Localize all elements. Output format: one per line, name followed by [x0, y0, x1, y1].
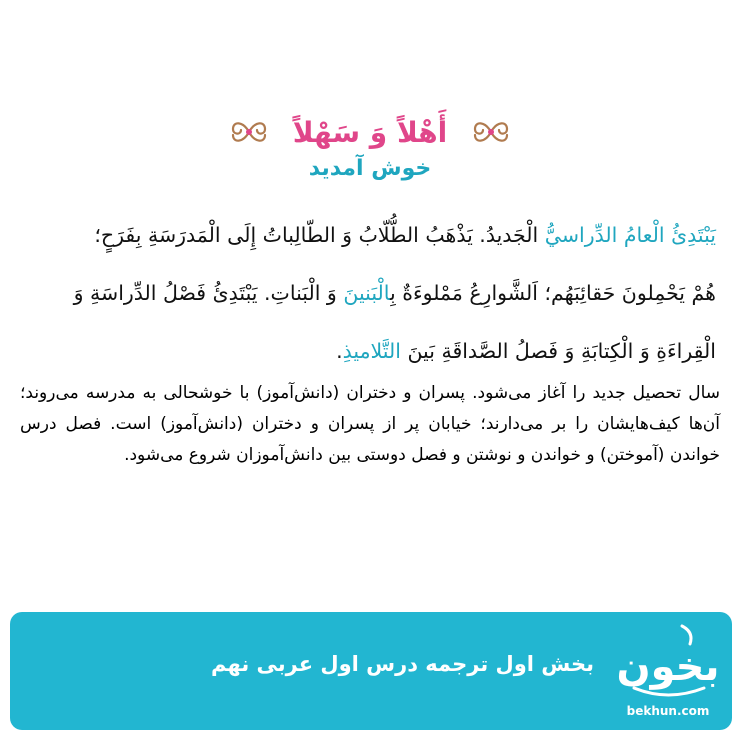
- ornament-right-icon: [469, 115, 513, 149]
- banner-title: بخش اول ترجمه درس اول عربی نهم: [210, 652, 594, 676]
- arabic-passage: [24, 206, 716, 380]
- persian-title: خوش آمدید: [308, 156, 432, 181]
- arabic-text: وَ الْبَناتِ. يَبْتَدِئُ فَصْلُ الدِّراسَةِ وَ: [73, 281, 344, 305]
- persian-translation: سال تحصیل جدید را آغاز می‌شود. پسران و دختران (دانش‌آموز) با خوشحالی به مدرسه می‌روند؛ آن‌ها کیف‌هایشان را بر می‌دارند؛ خیابان پر از پسران و دختران (دانش‌آموز) است. فصل درس خواندن (آموختن) و خواندن و نوشتن و فصل دوستی بین دانش‌آموزان شروع می‌شود.: [20, 383, 720, 465]
- logo-caption: bekhun.com: [626, 704, 710, 718]
- arabic-line-1: [24, 206, 716, 264]
- arabic-line-3: [24, 322, 716, 380]
- logo-mark: بخون: [616, 644, 720, 690]
- arabic-text: الْقِراءَةِ وَ الْكِتابَةِ وَ فَصلُ الصَّداقَةِ بَينَ: [400, 339, 716, 363]
- title-row: [0, 112, 740, 152]
- ornament-left-icon: [227, 115, 271, 149]
- arabic-title: أَهْلاً وَ سَهْلاً: [292, 115, 448, 149]
- arabic-highlight: التَّلاميذِ: [342, 339, 401, 363]
- footer-banner: [10, 612, 732, 730]
- arabic-text: الْجَديدُ. يَذْهَبُ الطُّلّابُ وَ الطّالِباتُ إِلَى الْمَدرَسَةِ بِفَرَحٍ؛: [94, 223, 545, 247]
- bekhun-logo-icon: [612, 618, 724, 702]
- arabic-highlight: يَبْتَدِئُ الْعامُ الدِّراسيُّ: [544, 223, 716, 247]
- arabic-text: هُمْ يَحْمِلونَ حَقائِبَهُم؛ اَلشَّوارِعُ مَمْلوءَةٌ بِ: [390, 281, 716, 305]
- arabic-text: .: [336, 339, 343, 363]
- arabic-highlight: الْبَنينَ: [343, 281, 390, 305]
- bekhun-logo[interactable]: [612, 618, 724, 722]
- arabic-line-2: [24, 264, 716, 322]
